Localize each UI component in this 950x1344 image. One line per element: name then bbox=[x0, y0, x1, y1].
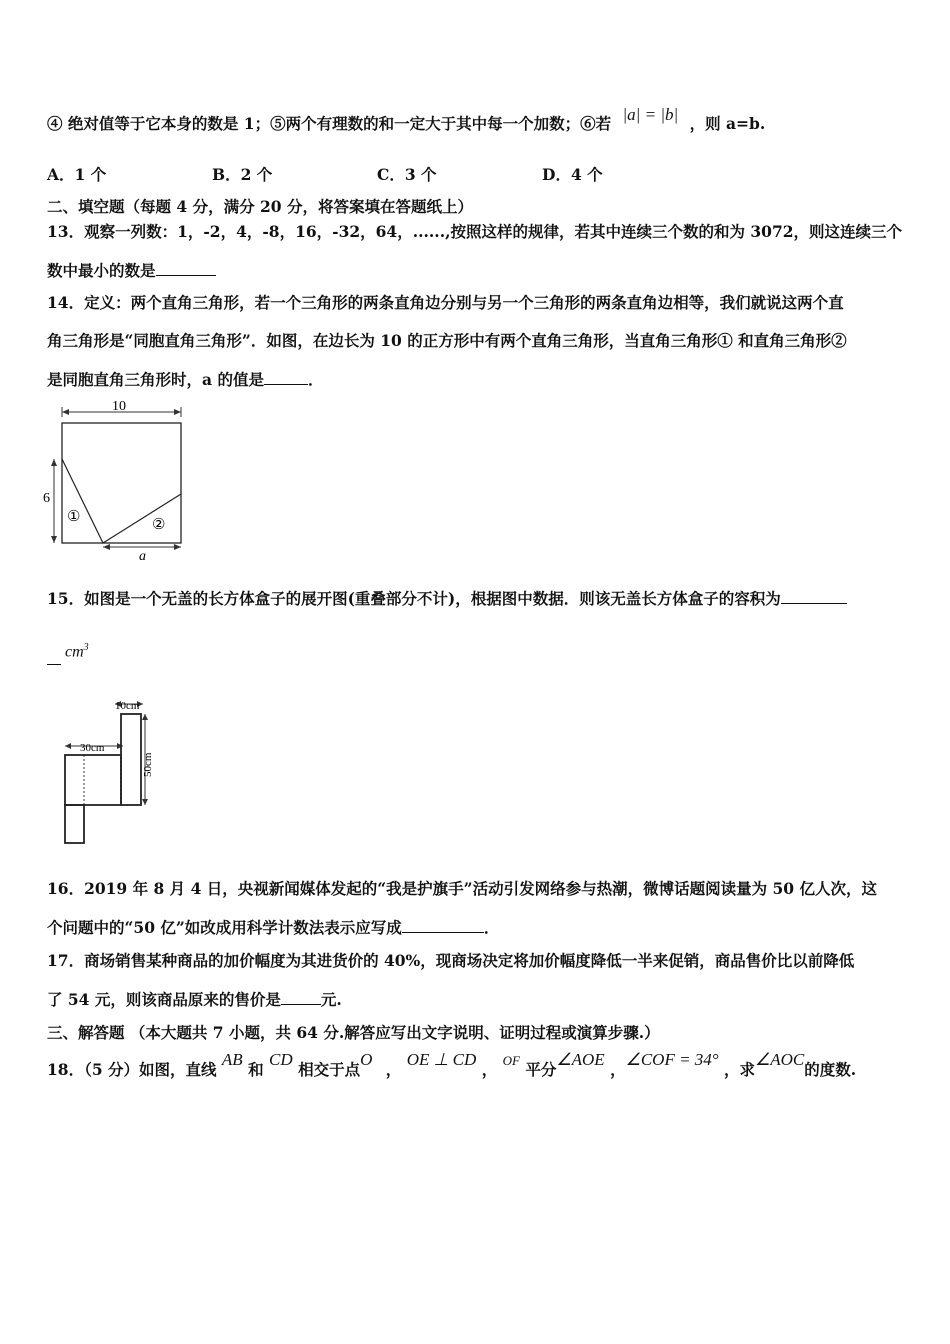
q18-math-angle-aoe: ∠AOE bbox=[556, 1050, 605, 1069]
q15-net-figure bbox=[55, 695, 165, 855]
q18-math-oe-perp-cd: OE ⊥ CD bbox=[406, 1050, 477, 1069]
q18-text-4: ， bbox=[385, 1060, 402, 1079]
q14-line1: 14．定义：两个直角三角形，若一个三角形的两条直角边分别与另一个三角形的两条直角边相等，我们就说这两个直 bbox=[47, 293, 844, 312]
q18-math-angle-aoc: ∠AOC bbox=[755, 1050, 805, 1069]
net-base-panel bbox=[65, 755, 121, 805]
q18-math-o: O bbox=[360, 1050, 373, 1069]
q13-line2 bbox=[47, 259, 216, 281]
q18-text-2: 和 bbox=[248, 1060, 264, 1079]
label-50cm: 50cm bbox=[142, 752, 154, 777]
q18-text-5: ， bbox=[481, 1060, 498, 1079]
q12-stmt-b: ，则 a=b. bbox=[689, 114, 766, 133]
q14-square-figure bbox=[40, 395, 200, 565]
label-30cm: 30cm bbox=[80, 742, 105, 754]
q15-unit-line bbox=[47, 642, 95, 666]
net-tall-panel bbox=[121, 714, 141, 805]
q13-answer-blank bbox=[156, 259, 216, 276]
q15-unit: $cm^3$ bbox=[65, 642, 89, 661]
q15-blank-tail bbox=[47, 648, 61, 665]
triangle-2-label: ② bbox=[152, 517, 166, 533]
q17-line2-end: 元. bbox=[320, 990, 342, 1009]
label-6: 6 bbox=[43, 491, 50, 506]
q18-math-ab: AB bbox=[221, 1050, 243, 1069]
q12-option-d: D．4 个 bbox=[542, 165, 603, 184]
q18-text-6: 平分 bbox=[525, 1060, 557, 1079]
q12-option-b: B．2 个 bbox=[212, 165, 273, 184]
q18-math-of: OF bbox=[502, 1053, 520, 1068]
q15-line1-text: 15．如图是一个无盖的长方体盒子的展开图(重叠部分不计)，根据图中数据．则该无盖长方体盒子的容积为 bbox=[47, 589, 781, 608]
q12-stmt-a: ④ 绝对值等于它本身的数是 1；⑤两个有理数的和一定大于其中每一个加数；⑥若 bbox=[47, 114, 612, 133]
q14-line3-text: 是同胞直角三角形时，a 的值是 bbox=[47, 370, 264, 389]
q14-line3 bbox=[47, 368, 323, 390]
label-10: 10 bbox=[112, 399, 126, 414]
q16-line2-end: ． bbox=[483, 918, 500, 937]
q14-line3-end: ． bbox=[307, 370, 324, 389]
net-bottom-panel bbox=[65, 805, 84, 843]
q14-line2: 角三角形是“同胞直角三角形”．如图，在边长为 10 的正方形中有两个直角三角形，当直角三角形① 和直角三角形② bbox=[47, 331, 847, 350]
q16-line2-text: 个问题中的“50 亿”如改成用科学计数法表示应写成 bbox=[47, 918, 402, 937]
q14-answer-blank bbox=[264, 368, 308, 385]
q12-statements bbox=[47, 105, 766, 134]
q18-text-8: ，求 bbox=[724, 1060, 756, 1079]
q17-line2-text: 了 54 元，则该商品原来的售价是 bbox=[47, 990, 281, 1009]
q16-line1: 16．2019 年 8 月 4 日，央视新闻媒体发起的“我是护旗手”活动引发网络参与热潮，微博话题阅读量为 50 亿人次，这 bbox=[47, 879, 877, 898]
section-2-heading: 二、填空题（每题 4 分，满分 20 分，将答案填在答题纸上） bbox=[47, 197, 473, 216]
q17-answer-blank bbox=[281, 988, 321, 1005]
q18-text-3: 相交于点 bbox=[298, 1060, 361, 1079]
q18-text-7: ， bbox=[610, 1060, 626, 1079]
q15-answer-blank bbox=[781, 587, 847, 604]
q12-formula: |a| = |b| bbox=[622, 105, 679, 124]
q17-line2 bbox=[47, 988, 342, 1010]
label-10cm: 10cm bbox=[115, 700, 140, 712]
q13-line1: 13．观察一列数：1，-2，4，-8，16，-32，64，......,按照这样的规律，若其中连续三个数的和为 3072，则这连续三个 bbox=[47, 222, 903, 241]
q13-line2-text: 数中最小的数是 bbox=[47, 261, 156, 280]
q12-option-a: A．1 个 bbox=[47, 165, 107, 184]
label-a: a bbox=[139, 549, 146, 564]
q15-line1 bbox=[47, 587, 847, 609]
section-3-heading: 三、解答题 （本大题共 7 小题，共 64 分.解答应写出文字说明、证明过程或演算步骤.） bbox=[47, 1023, 660, 1042]
q12-option-c: C．3 个 bbox=[377, 165, 437, 184]
q18-math-angle-cof: ∠COF = 34° bbox=[625, 1050, 719, 1069]
q18-math-cd: CD bbox=[269, 1050, 293, 1069]
q17-line1: 17．商场销售某种商品的加价幅度为其进货价的 40%，现商场决定将加价幅度降低一半来促销，商品售价比以前降低 bbox=[47, 951, 855, 970]
q16-answer-blank bbox=[402, 916, 484, 933]
q18-line bbox=[47, 1050, 857, 1081]
triangle-1-label: ① bbox=[67, 509, 81, 525]
q16-line2 bbox=[47, 916, 499, 938]
q18-text-9: 的度数. bbox=[804, 1060, 857, 1079]
q18-text-1: 18．（5 分）如图，直线 bbox=[47, 1060, 217, 1079]
